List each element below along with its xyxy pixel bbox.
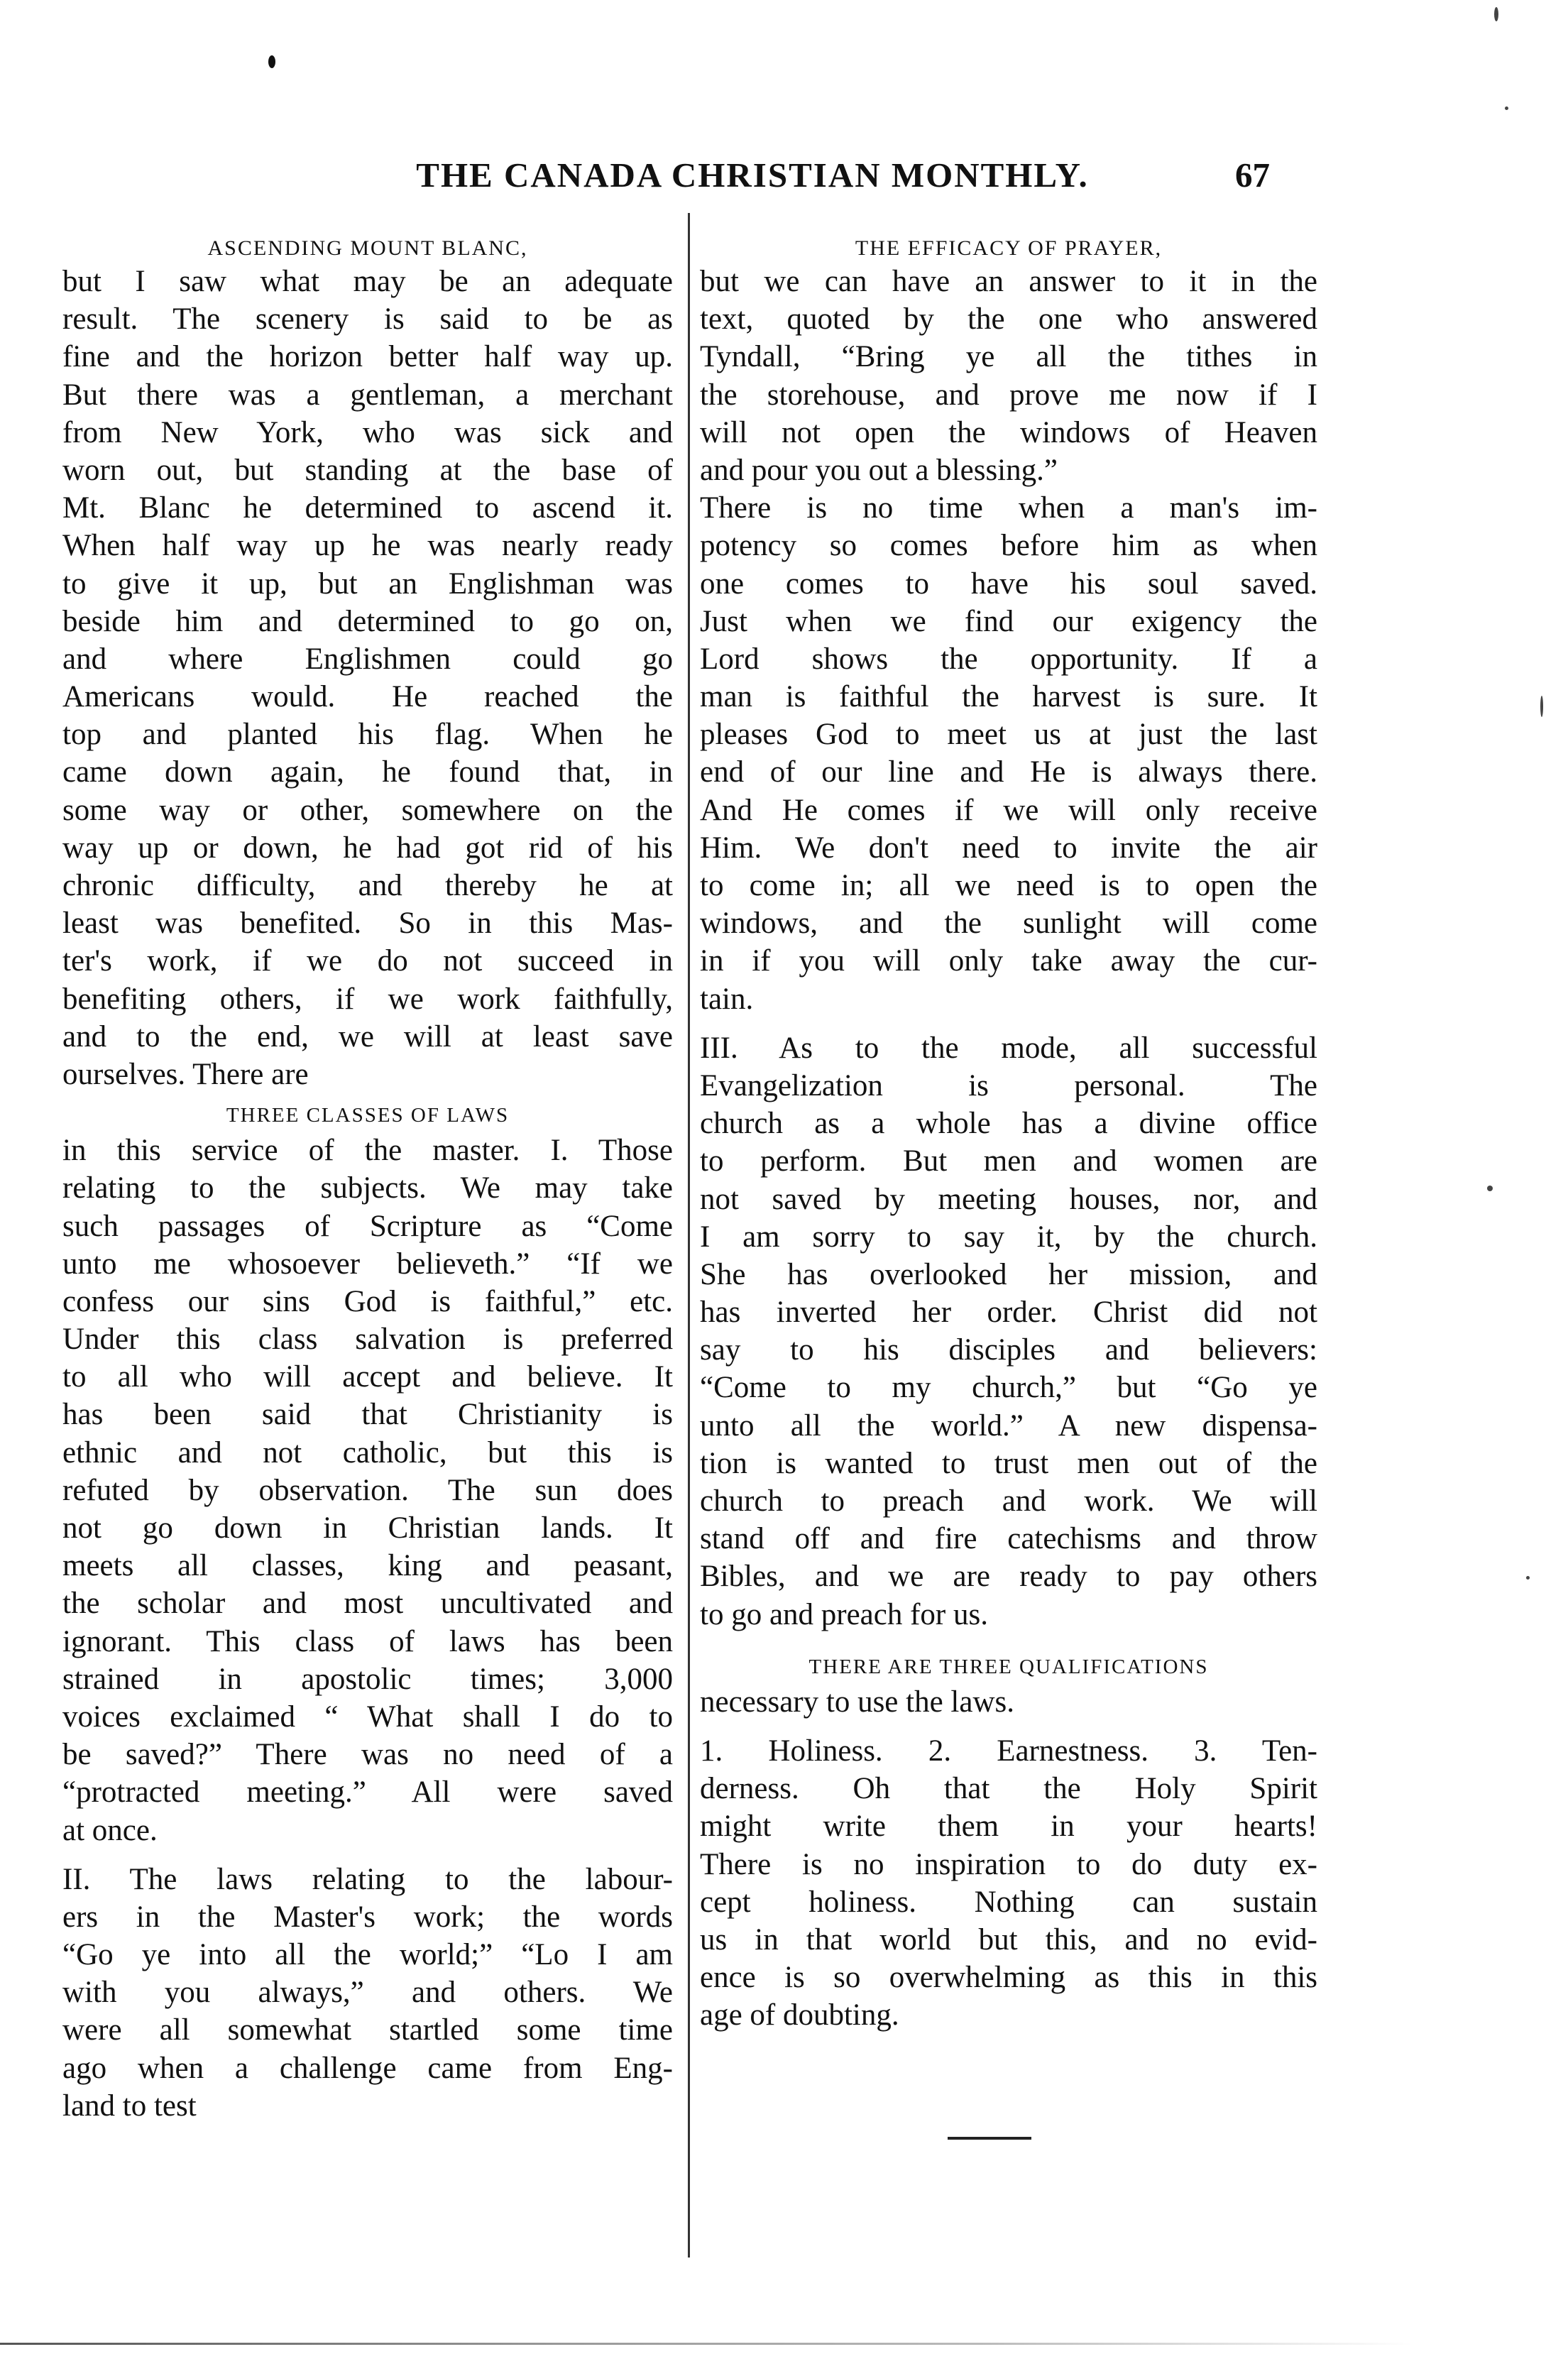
text-line: such passages of Scripture as “Come [62, 1209, 673, 1243]
text-line: not saved by meeting houses, nor, and [700, 1182, 1317, 1216]
text-line: relating to the subjects. We may take [62, 1171, 673, 1205]
text-line: least was benefited. So in this Mas- [62, 907, 673, 941]
text-line: some way or other, somewhere on the [62, 793, 673, 827]
text-line: ers in the Master's work; the words [62, 1900, 673, 1934]
text-line: not go down in Christian lands. It [62, 1511, 673, 1545]
text-line: came down again, he found that, in [62, 755, 673, 789]
margin-speck [1526, 1576, 1530, 1580]
text-line: at once. [62, 1813, 158, 1847]
text-line: end of our line and He is always there. [700, 755, 1317, 789]
left-running-title: ASCENDING MOUNT BLANC, [207, 236, 528, 260]
text-line: worn out, but standing at the base of [62, 453, 673, 487]
text-line: age of doubting. [700, 1998, 899, 2032]
text-line: might write them in your hearts! [700, 1810, 1317, 1844]
right-column [700, 234, 1317, 2034]
text-line: ter's work, if we do not succeed in [62, 944, 673, 978]
text-line: confess our sins God is faithful,” etc. [62, 1284, 673, 1318]
text-line: pleases God to meet us at just the last [700, 718, 1317, 752]
text-line: has inverted her order. Christ did not [700, 1296, 1317, 1330]
text-line: the storehouse, and prove me now if I [700, 378, 1317, 412]
text-line: refuted by observation. The sun does [62, 1473, 673, 1507]
left-paragraph-3 [62, 1861, 673, 2125]
text-line: has been said that Christianity is [62, 1398, 673, 1432]
text-line: in if you will only take away the cur- [700, 944, 1317, 978]
text-line: top and planted his flag. When he [62, 718, 673, 752]
text-line: When half way up he was nearly ready [62, 529, 673, 563]
column-divider [688, 213, 690, 2258]
text-line: There is no inspiration to do duty ex- [700, 1847, 1317, 1881]
text-line: “Go ye into all the world;” “Lo I am [62, 1938, 673, 1972]
text-line: Just when we find our exigency the [700, 604, 1317, 638]
ink-speck [268, 55, 275, 68]
text-line: unto all the world.” A new dispensa- [700, 1408, 1317, 1443]
text-line: cept holiness. Nothing can sustain [700, 1885, 1317, 1919]
text-line: fine and the horizon better half way up. [62, 340, 673, 374]
text-line: necessary to use the laws. [700, 1685, 1014, 1719]
text-line: III. As to the mode, all successful [700, 1031, 1317, 1065]
right-paragraph-3 [700, 1029, 1317, 1634]
text-line: unto me whosoever believeth.” “If we [62, 1247, 673, 1281]
text-line: in this service of the master. I. Those [62, 1134, 673, 1168]
page-edge-rule [0, 2343, 1413, 2345]
text-line: were all somewhat startled some time [62, 2013, 673, 2047]
text-line: 1. Holiness. 2. Earnestness. 3. Ten- [700, 1734, 1317, 1768]
margin-speck [1505, 106, 1508, 110]
text-line: ourselves. There are [62, 1057, 309, 1091]
right-paragraph-2 [700, 489, 1317, 1018]
text-line: ignorant. This class of laws has been [62, 1624, 673, 1658]
text-line: us in that world but this, and no evid- [700, 1922, 1317, 1957]
text-line: and to the end, we will at least save [62, 1019, 673, 1054]
text-line: Under this class salvation is preferred [62, 1323, 673, 1357]
text-line: tion is wanted to trust men out of the [700, 1446, 1317, 1480]
text-line: say to his disciples and believers: [700, 1333, 1317, 1367]
text-line: ethnic and not catholic, but this is [62, 1435, 673, 1470]
text-line: but I saw what may be an adequate [62, 265, 673, 298]
left-column [62, 234, 673, 2125]
text-line: way up or down, he had got rid of his [62, 831, 673, 865]
text-line: II. The laws relating to the labour- [62, 1862, 673, 1896]
right-running-title: THE EFFICACY OF PRAYER, [855, 236, 1163, 260]
text-line: There is no time when a man's im- [700, 491, 1317, 525]
text-line: And He comes if we will only receive [700, 793, 1317, 827]
text-line: to go and preach for us. [700, 1597, 988, 1631]
text-line: voices exclaimed “ What shall I do to [62, 1700, 673, 1734]
text-line: I am sorry to say it, by the church. [700, 1220, 1317, 1254]
text-line: windows, and the sunlight will come [700, 907, 1317, 941]
text-line: Evangelization is personal. The [700, 1068, 1317, 1102]
text-line: the scholar and most uncultivated and [62, 1587, 673, 1621]
text-line: and pour you out a blessing.” [700, 453, 1058, 487]
text-line: She has overlooked her mission, and [700, 1257, 1317, 1291]
right-section-head: THERE ARE THREE QUALIFICATIONS [808, 1655, 1209, 1678]
text-line: one comes to have his soul saved. [700, 567, 1317, 601]
right-paragraph-4 [700, 1683, 1317, 1721]
left-paragraph-1 [62, 263, 673, 1093]
text-line: benefiting others, if we work faithfully, [62, 982, 673, 1016]
paragraph-gap [700, 1018, 1317, 1029]
text-line: But there was a gentleman, a merchant [62, 378, 673, 412]
text-line: Bibles, and we are ready to pay others [700, 1560, 1317, 1594]
text-line: Americans would. He reached the [62, 680, 673, 714]
right-paragraph-1 [700, 263, 1317, 489]
text-line: ago when a challenge came from Eng- [62, 2051, 673, 2085]
left-section-head: THREE CLASSES OF LAWS [226, 1104, 510, 1127]
page-number: 67 [1235, 155, 1270, 195]
text-line: will not open the windows of Heaven [700, 415, 1317, 449]
text-line: and where Englishmen could go [62, 642, 673, 676]
text-line: church as a whole has a divine office [700, 1107, 1317, 1141]
text-line: man is faithful the harvest is sure. It [700, 680, 1317, 714]
text-line: strained in apostolic times; 3,000 [62, 1662, 673, 1696]
paragraph-gap [62, 1849, 673, 1861]
text-line: Mt. Blanc he determined to ascend it. [62, 491, 673, 525]
text-line: derness. Oh that the Holy Spirit [700, 1772, 1317, 1806]
left-paragraph-2 [62, 1132, 673, 1849]
text-line: but we can have an answer to it in the [700, 265, 1317, 298]
text-line: chronic difficulty, and thereby he at [62, 869, 673, 902]
text-line: stand off and fire catechisms and throw [700, 1522, 1317, 1556]
paragraph-gap [700, 1634, 1317, 1645]
text-line: beside him and determined to go on, [62, 604, 673, 638]
text-line: land to test [62, 2089, 197, 2123]
closing-rule [948, 2137, 1031, 2140]
text-line: result. The scenery is said to be as [62, 302, 673, 336]
text-line: potency so comes before him as when [700, 529, 1317, 563]
paragraph-gap [700, 1721, 1317, 1732]
text-line: to give it up, but an Englishman was [62, 567, 673, 601]
text-line: from New York, who was sick and [62, 415, 673, 449]
text-line: with you always,” and others. We [62, 1976, 673, 2010]
text-line: to all who will accept and believe. It [62, 1360, 673, 1394]
text-line: text, quoted by the one who answered [700, 302, 1317, 336]
text-line: church to preach and work. We will [700, 1484, 1317, 1518]
text-line: Him. We don't need to invite the air [700, 831, 1317, 865]
text-line: “protracted meeting.” All were saved [62, 1775, 673, 1810]
text-line: ence is so overwhelming as this in this [700, 1961, 1317, 1995]
running-head: THE CANADA CHRISTIAN MONTHLY. [416, 155, 1089, 195]
text-line: to perform. But men and women are [700, 1144, 1317, 1178]
text-line: Lord shows the opportunity. If a [700, 642, 1317, 676]
text-line: be saved?” There was no need of a [62, 1738, 673, 1772]
text-line: “Come to my church,” but “Go ye [700, 1371, 1317, 1405]
text-line: to come in; all we need is to open the [700, 869, 1317, 902]
text-line: meets all classes, king and peasant, [62, 1549, 673, 1583]
margin-speck [1540, 696, 1543, 717]
text-line: Tyndall, “Bring ye all the tithes in [700, 340, 1317, 374]
margin-speck [1494, 7, 1498, 21]
right-paragraph-5 [700, 1732, 1317, 2035]
margin-speck [1487, 1186, 1493, 1191]
text-line: tain. [700, 982, 754, 1016]
